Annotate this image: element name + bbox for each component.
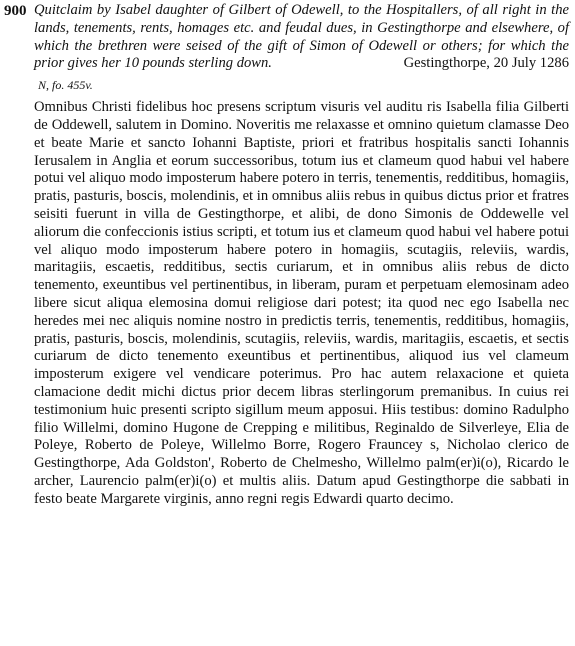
entry-header (4, 2, 569, 73)
summary-text: Quitclaim by Isabel daughter of Gilbert of Odewell, to the Hospitallers, of all right in the lands, tenements, rents, homages etc. and feudal dues, in Gestingthorpe and elsewhere, of which the brethren were seised of the gift of Simon of Odewell or others; for which the prior gives her 10 pounds sterling down. (34, 2, 569, 72)
manuscript-source: N, fo. 455v. (38, 78, 93, 93)
document-page (0, 2, 575, 646)
entry-summary (34, 2, 569, 73)
place-date: Gestingthorpe, 20 July 1286 (403, 55, 569, 72)
latin-charter-text: Omnibus Christi fidelibus hoc presens scriptum visuris vel auditu ris Isabella filia Gilberti de Oddewell, salutem in Domino. Noveritis me relaxasse et omnino quietum clamasse Deo et beate Marie et sancto Iohanni Baptiste, priori et fratribus hospitalis sancti Iohannis Ierusalem in Anglia et eorum successoribus, totum ius et clameum quod habui vel habere potui vel aliquo modo imposterum habere potero in terris, tenementis, redditibus, homagiis, pratis, pasturis, boscis, molendinis, et in omnibus aliis rebus in quibus dictus prior et fratres seisiti fuerunt in villa de Gestingthorpe, et alibi, de dono Simonis de Oddewelle vel aliorum die confeccionis istius scripti, et totum ius et clameum quod habui vel habere potui vel aliquo modo imposterum habere potero in homagiis, scutagiis, releviis, wardis, maritagiis, escaetis, redditibus, sectis curiarum, et in omnibus aliis rebus de dicto tenemento, exeuntibus vel pertinentibus, in liberam, puram et perpetuam elemosinam adeo libere sicut aliqua elemosina domui religiose dari potest; ita quod nec ego Isabella nec heredes mei nec aliquis nomine nostro in predictis terris, tenementis, redditibus, homagiis, pratis, pasturis, boscis, molendinis, scutagiis, releviis, wardis, maritagiis, escaetis, et sectis curiarum de dicto tenemento exeuntibus et pertinentibus, aliquod ius vel clameum imposterum exigere vel vendicare poterimus. Pro hac autem relaxacione et quieta clamacione dedit michi dictus prior decem libras sterlingorum premanibus. In cuius rei testimonium huic presenti scripto sigillum meum apposui. Hiis testibus: domino Radulpho filio Willelmi, domino Hugone de Crepping e militibus, Reginaldo de Silverleye, Elia de Poleye, Roberto de Poleye, Willelmo Borre, Rogero Frauncey s, Nicholao clerico de Gestingthorpe, Ada Goldston', Roberto de Chelmesho, Willelmo palm(er)i(o), Ricardo le archer, Laurencio palm(er)i(o) et multis aliis. Datum apud Gestingthorpe die sabbati in festo beate Margarete virginis, anno regni regis Edwardi quarto decimo. (34, 99, 569, 507)
entry-number: 900 (4, 3, 27, 19)
